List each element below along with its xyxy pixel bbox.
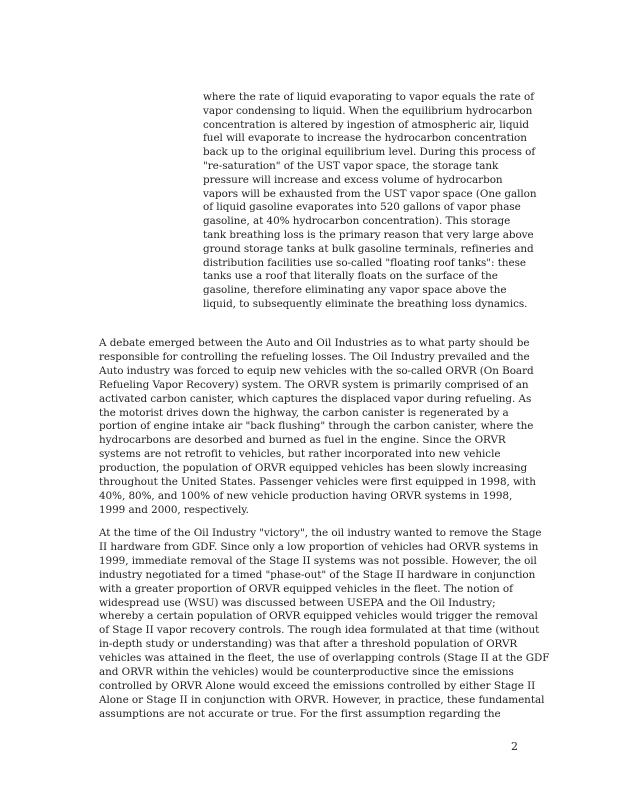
paragraph-line: responsible for controlling the refueling losses. The Oil Industry prevailed and the: [99, 350, 530, 363]
paragraph-line: A debate emerged between the Auto and Oil Industries as to what party should be: [99, 337, 530, 349]
paragraph-line: At the time of the Oil Industry "victory", the oil industry wanted to remove the Stage: [99, 527, 542, 539]
paragraph-line: Refueling Vapor Recovery) system. The ORVR system is primarily comprised of an: [99, 378, 529, 391]
quote-line: of liquid gasoline evaporates into 520 gallons of vapor phase: [203, 201, 521, 214]
page-number: 2: [511, 740, 518, 753]
paragraph-line: with a greater proportion of ORVR equipped vehicles in the fleet. The notion of: [99, 582, 513, 595]
quote-line: tank breathing loss is the primary reason that very large above: [203, 229, 534, 241]
quote-line: back up to the original equilibrium level. During this process of: [203, 146, 536, 159]
quote-line: gasoline, at 40% hydrocarbon concentration). This storage: [203, 215, 511, 228]
paragraph-line: activated carbon canister, which captures the displaced vapor during refueling. As: [99, 392, 532, 405]
paragraph-line: 40%, 80%, and 100% of new vehicle production having ORVR systems in 1998,: [99, 489, 513, 502]
paragraph-line: II hardware from GDF. Since only a low proportion of vehicles had ORVR systems in: [99, 540, 539, 553]
paragraph-line: in-depth study or understanding) was that after a threshold population of ORVR: [99, 638, 518, 651]
quote-line: pressure will increase and excess volume of hydrocarbon: [203, 173, 503, 186]
quote-line: vapor condensing to liquid. When the equilibrium hydrocarbon: [203, 104, 533, 117]
paragraph-line: widespread use (WSU) was discussed between USEPA and the Oil Industry;: [99, 596, 496, 609]
paragraph-line: portion of engine intake air "back flushing" through the carbon canister, where the: [99, 420, 534, 433]
quote-line: "re-saturation" of the UST vapor space, the storage tank: [203, 160, 499, 172]
paragraph-line: throughout the United States. Passenger vehicles were first equipped in 1998, with: [99, 476, 536, 488]
paragraph-line: Alone or Stage II in conjunction with ORVR. However, in practice, these fundamental: [99, 693, 545, 706]
quote-line: vapors will be exhausted from the UST vapor space (One gallon: [203, 187, 537, 200]
quote-line: tanks use a roof that literally floats on the surface of the: [203, 270, 498, 283]
paragraph-line: controlled by ORVR Alone would exceed the emissions controlled by either Stage II: [99, 679, 536, 692]
quote-line: distribution facilities use so-called "floating roof tanks": these: [203, 256, 526, 269]
quote-line: fuel will evaporate to increase the hydrocarbon concentration: [203, 132, 527, 145]
paragraph-line: 1999 and 2000, respectively.: [99, 503, 249, 516]
paragraph-line: vehicles was attained in the fleet, the use of overlapping controls (Stage II at the GDF: [99, 652, 550, 665]
paragraph-line: production, the population of ORVR equipped vehicles has been slowly increasing: [99, 462, 528, 475]
paragraph-line: industry negotiated for a timed "phase-out" of the Stage II hardware in conjunction: [99, 568, 536, 581]
quote-line: where the rate of liquid evaporating to vapor equals the rate of: [203, 91, 534, 103]
paragraph-line: hydrocarbons are desorbed and burned as fuel in the engine. Since the ORVR: [99, 434, 506, 447]
quote-line: liquid, to subsequently eliminate the breathing loss dynamics.: [203, 298, 528, 310]
quote-line: ground storage tanks at bulk gasoline terminals, refineries and: [203, 242, 534, 255]
quote-line: concentration is altered by ingestion of atmospheric air, liquid: [203, 118, 529, 131]
quote-line: gasoline, therefore eliminating any vapor space above the: [203, 284, 507, 297]
paragraph-line: of Stage II vapor recovery controls. The rough idea formulated at that time (without: [99, 624, 540, 637]
paragraph-line: Auto industry was forced to equip new vehicles with the so-called ORVR (On Board: [99, 364, 534, 377]
paragraph-line: whereby a certain population of ORVR equipped vehicles would trigger the removal: [99, 610, 538, 623]
paragraph-line: the motorist drives down the highway, the carbon canister is regenerated by a: [99, 406, 509, 419]
paragraph-line: and ORVR within the vehicles) would be counterproductive since the emissions: [99, 666, 514, 678]
paragraph-line: systems are not retrofit to vehicles, but rather incorporated into new vehicle: [99, 448, 501, 461]
paragraph-line: 1999, immediate removal of the Stage II systems was not possible. However, the oil: [99, 554, 537, 567]
paragraph-line: assumptions are not accurate or true. For the first assumption regarding the: [99, 707, 501, 720]
